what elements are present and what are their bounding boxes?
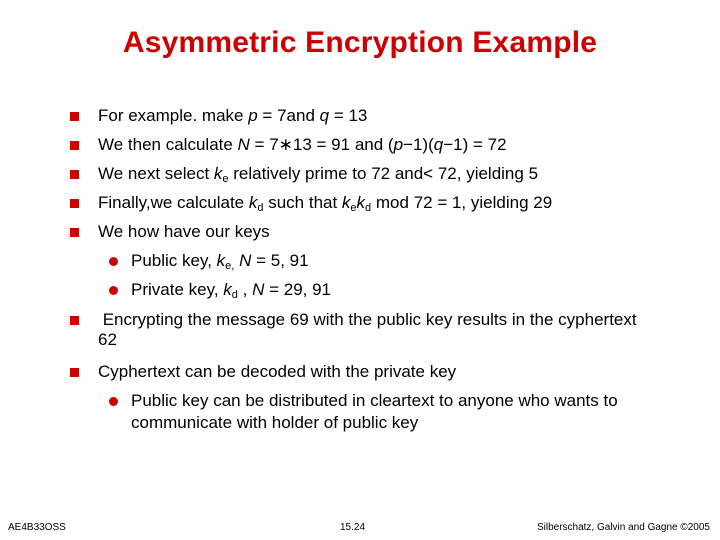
var-q: q [433, 135, 444, 154]
var-k: k [356, 193, 366, 212]
bullet-encrypting [98, 309, 637, 351]
bullet-example [98, 105, 367, 127]
bullet-dot-icon [109, 257, 118, 266]
text: = 7∗13 = 91 and ( [249, 135, 394, 154]
text: = 5, 91 [251, 251, 309, 270]
bullet-square-icon [70, 368, 79, 377]
text: Cyphertext can be decoded with the private key [98, 362, 457, 381]
text: We then calculate [98, 135, 238, 154]
var-k: k [213, 164, 223, 183]
text: Private key, [131, 280, 224, 299]
bullet-square-icon [70, 170, 79, 179]
sub-bullet-public-key [131, 250, 309, 272]
text: = 13 [329, 106, 368, 125]
var-k: k [248, 193, 258, 212]
text: We how have our keys [98, 222, 270, 241]
text-line: 62 [98, 330, 117, 349]
footer-copyright: Silberschatz, Galvin and Gagne ©2005 [536, 522, 710, 533]
text: such that [263, 193, 342, 212]
bullet-square-icon [70, 316, 79, 325]
text-line: communicate with holder of public key [131, 413, 419, 432]
bullet-dot-icon [109, 397, 118, 406]
bullet-calculate-kd [98, 192, 552, 214]
slide-title: Asymmetric Encryption Example [122, 26, 598, 59]
text: Public key, [131, 251, 217, 270]
text: Finally,we calculate [98, 193, 249, 212]
subscript: e [350, 202, 357, 214]
bullet-select-ke [98, 163, 538, 185]
var-p: p [393, 135, 404, 154]
text-line: Public key can be distributed in cleartext to anyone who wants to [131, 391, 618, 410]
var-k: k [341, 193, 351, 212]
bullet-square-icon [70, 141, 79, 150]
bullet-square-icon [70, 199, 79, 208]
subscript: d [231, 289, 238, 301]
text: relatively prime to 72 and< 72, yielding 5 [228, 164, 539, 183]
bullet-square-icon [70, 112, 79, 121]
var-k: k [216, 251, 226, 270]
bullet-square-icon [70, 228, 79, 237]
var-k: k [223, 280, 232, 299]
var-n: N [252, 280, 265, 299]
text: = 29, 91 [264, 280, 331, 299]
text: We next select [98, 164, 214, 183]
bullet-dot-icon [109, 286, 118, 295]
sub-bullet-private-key [131, 279, 331, 301]
var-p: p [248, 106, 258, 125]
subscript: e, [225, 260, 235, 272]
bullet-keys [98, 221, 270, 243]
var-n: N [234, 251, 252, 270]
text: −1) = 72 [443, 135, 507, 154]
text: = 7and [257, 106, 320, 125]
footer-page-number: 15.24 [340, 522, 366, 533]
bullet-calculate-n [98, 134, 507, 156]
subscript: d [365, 202, 372, 214]
footer-course-code: AE4B33OSS [8, 522, 66, 533]
subscript: e [222, 173, 229, 185]
var-q: q [319, 106, 330, 125]
text: , [237, 280, 253, 299]
text: −1)( [403, 135, 434, 154]
text-line: Encrypting the message 69 with the public key results in the cyphertext [98, 310, 637, 329]
var-n: N [237, 135, 250, 154]
text: For example. make [98, 106, 249, 125]
sub-bullet-distributed [131, 390, 618, 434]
bullet-decoded [98, 361, 456, 383]
subscript: d [257, 202, 264, 214]
text: mod 72 = 1, yielding 29 [371, 193, 553, 212]
